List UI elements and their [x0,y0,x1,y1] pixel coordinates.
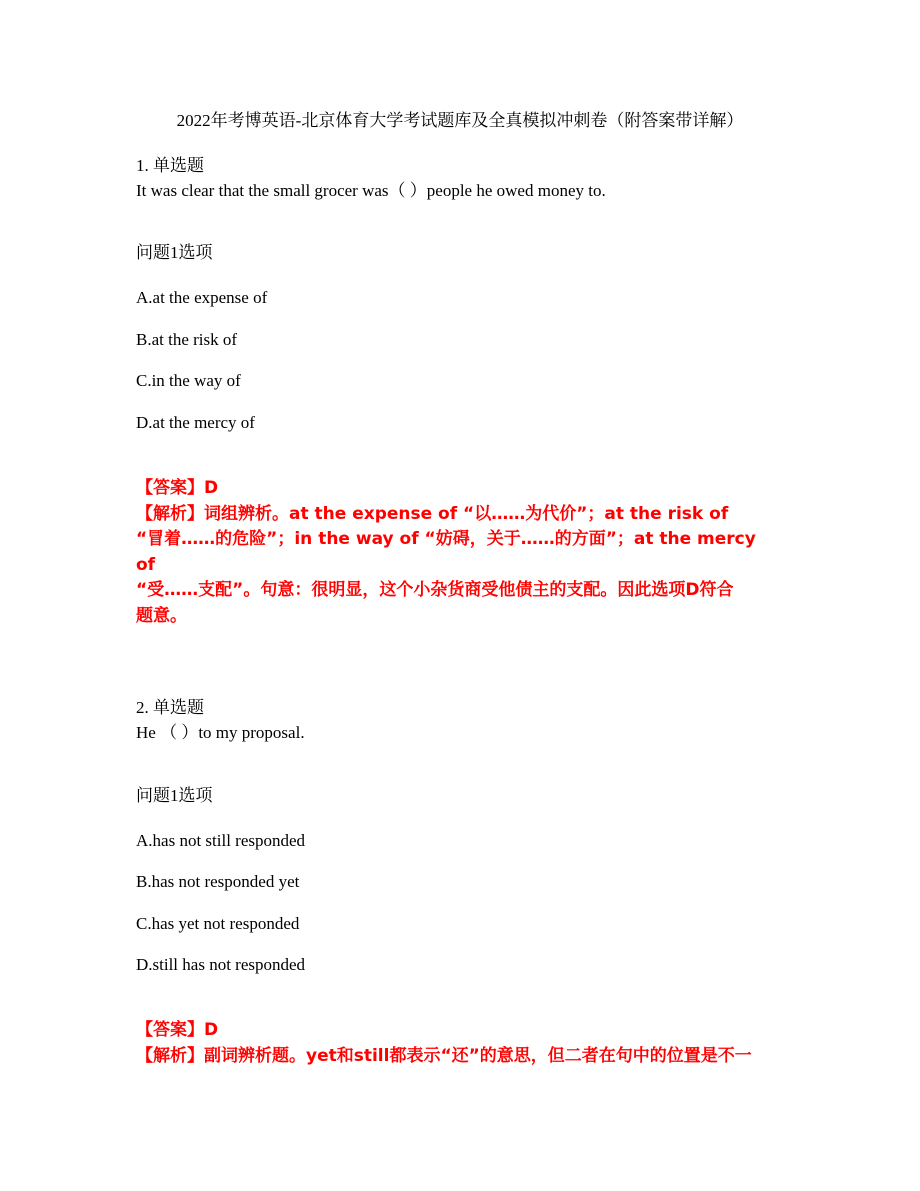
question-1-option-d: D.at the mercy of [136,413,255,432]
question-1-analysis-line-4: “受……支配”。句意：很明显，这个小杂货商受他债主的支配。因此选项D符合 [136,580,734,600]
question-1-answer-block [136,476,786,629]
question-1-answer: 【答案】D [136,478,219,498]
question-1-analysis-line-5: 题意。 [136,605,187,626]
question-2-analysis-line-1: 【解析】副词辨析题。yet和still都表示“还”的意思，但二者在句中的位置是不一 [136,1045,752,1066]
question-2-answer: 【答案】D [136,1020,219,1040]
question-2-option-d: D.still has not responded [136,955,306,974]
question-2-header: 2. 单选题 [136,698,204,717]
question-1-analysis-line-2: “冒着……的危险”；in the way of “妨碍，关于……的方面”；at the mercy [136,529,756,549]
question-1-option-c: C.in the way of [136,371,241,390]
question-1-analysis-line-1: 【解析】词组辨析。at the expense of “以……为代价”；at the risk of [136,503,729,524]
question-1-stem: It was clear that the small grocer was（ ）people he owed money to. [136,181,606,200]
question-2-options-label: 问题1选项 [136,786,213,805]
question-1-analysis-line-3: of [136,554,156,575]
question-1-option-b: B.at the risk of [136,330,238,349]
question-1-header: 1. 单选题 [136,156,204,175]
question-2-stem: He （ ）to my proposal. [136,723,305,742]
question-2-option-c: C.has yet not responded [136,914,300,933]
document-title: 2022年考博英语-北京体育大学考试题库及全真模拟冲刺卷（附答案带详解） [176,111,744,130]
question-1-options-label: 问题1选项 [136,243,213,262]
question-2-answer-block [136,1018,786,1069]
question-1-option-a: A.at the expense of [136,288,268,307]
question-2-option-a: A.has not still responded [136,831,306,850]
question-2-option-b: B.has not responded yet [136,872,300,891]
